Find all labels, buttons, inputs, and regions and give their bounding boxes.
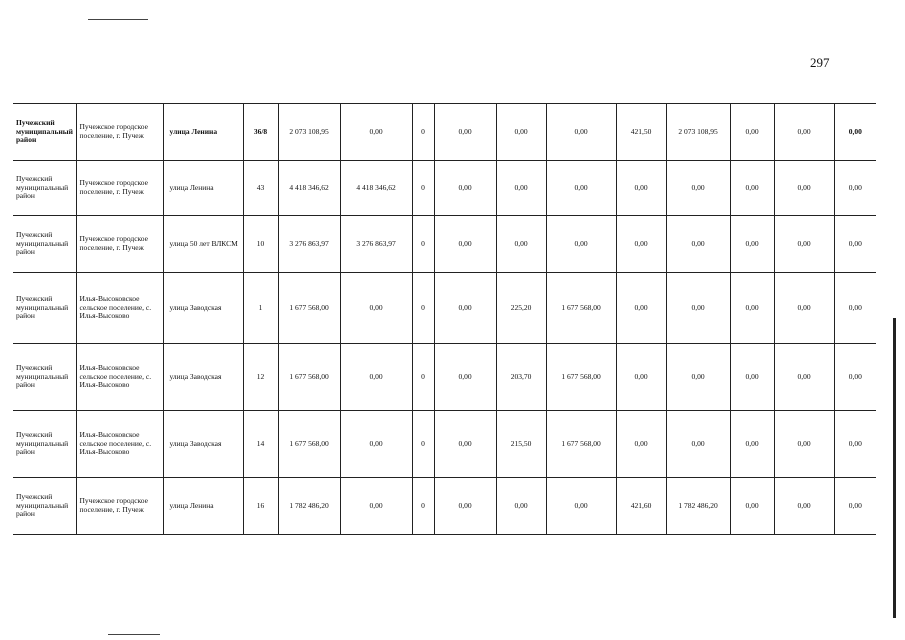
- table-row: [13, 273, 876, 344]
- value-cell: 0,00: [434, 478, 496, 535]
- street-cell: улица Ленина: [163, 104, 243, 161]
- house-number-cell: 12: [243, 344, 278, 411]
- value-cell: 0,00: [434, 344, 496, 411]
- value-cell: 4 418 346,62: [340, 161, 412, 216]
- value-cell: 0,00: [834, 161, 876, 216]
- value-cell: 0,00: [834, 104, 876, 161]
- value-cell: 225,20: [496, 273, 546, 344]
- value-cell: 1 677 568,00: [278, 344, 340, 411]
- house-number-cell: 14: [243, 411, 278, 478]
- value-cell: 1 677 568,00: [546, 411, 616, 478]
- street-cell: улица Заводская: [163, 411, 243, 478]
- value-cell: 0: [412, 161, 434, 216]
- value-cell: 0,00: [834, 344, 876, 411]
- value-cell: 0,00: [340, 104, 412, 161]
- value-cell: 1 782 486,20: [278, 478, 340, 535]
- value-cell: 203,70: [496, 344, 546, 411]
- street-cell: улица Ленина: [163, 478, 243, 535]
- value-cell: 0,00: [340, 411, 412, 478]
- value-cell: 0,00: [774, 273, 834, 344]
- housing-repair-table: [13, 103, 876, 535]
- value-cell: 0,00: [774, 478, 834, 535]
- district-cell: Пучежский муниципальный район: [13, 273, 76, 344]
- value-cell: 421,50: [616, 104, 666, 161]
- district-cell: Пучежский муниципальный район: [13, 104, 76, 161]
- table-row: [13, 104, 876, 161]
- value-cell: 0,00: [340, 478, 412, 535]
- value-cell: 215,50: [496, 411, 546, 478]
- value-cell: 1 677 568,00: [546, 273, 616, 344]
- value-cell: 0,00: [730, 216, 774, 273]
- value-cell: 0,00: [834, 478, 876, 535]
- table-row: [13, 478, 876, 535]
- value-cell: 0,00: [434, 104, 496, 161]
- value-cell: 3 276 863,97: [340, 216, 412, 273]
- value-cell: 0,00: [834, 411, 876, 478]
- house-number-cell: 1: [243, 273, 278, 344]
- settlement-cell: Илья-Высоковское сельское поселение, с. Илья-Высоково: [76, 411, 163, 478]
- value-cell: 0,00: [546, 216, 616, 273]
- value-cell: 0: [412, 273, 434, 344]
- value-cell: 0: [412, 344, 434, 411]
- value-cell: 0,00: [496, 104, 546, 161]
- value-cell: 2 073 108,95: [666, 104, 730, 161]
- value-cell: 0: [412, 411, 434, 478]
- value-cell: 0,00: [774, 104, 834, 161]
- district-cell: Пучежский муниципальный район: [13, 344, 76, 411]
- street-cell: улица Ленина: [163, 161, 243, 216]
- value-cell: 0,00: [666, 273, 730, 344]
- district-cell: Пучежский муниципальный район: [13, 411, 76, 478]
- settlement-cell: Пучежское городское поселение, г. Пучеж: [76, 161, 163, 216]
- value-cell: 0,00: [616, 411, 666, 478]
- value-cell: 0: [412, 104, 434, 161]
- table-row: [13, 411, 876, 478]
- value-cell: 0,00: [616, 216, 666, 273]
- district-cell: Пучежский муниципальный район: [13, 216, 76, 273]
- table-row: [13, 216, 876, 273]
- value-cell: 0,00: [496, 216, 546, 273]
- value-cell: 0,00: [834, 216, 876, 273]
- street-cell: улица Заводская: [163, 344, 243, 411]
- value-cell: 2 073 108,95: [278, 104, 340, 161]
- page-number: 297: [810, 55, 830, 70]
- value-cell: 0,00: [666, 216, 730, 273]
- district-cell: Пучежский муниципальный район: [13, 161, 76, 216]
- value-cell: 0,00: [834, 273, 876, 344]
- house-number-cell: 36/8: [243, 104, 278, 161]
- value-cell: 0,00: [774, 411, 834, 478]
- value-cell: 421,60: [616, 478, 666, 535]
- house-number-cell: 16: [243, 478, 278, 535]
- value-cell: 0,00: [546, 478, 616, 535]
- settlement-cell: Пучежское городское поселение, г. Пучеж: [76, 478, 163, 535]
- value-cell: 0,00: [434, 161, 496, 216]
- value-cell: 0,00: [730, 478, 774, 535]
- settlement-cell: Илья-Высоковское сельское поселение, с. Илья-Высоково: [76, 344, 163, 411]
- value-cell: 3 276 863,97: [278, 216, 340, 273]
- scan-mark-bottom: [108, 634, 160, 635]
- street-cell: улица Заводская: [163, 273, 243, 344]
- value-cell: 0,00: [434, 411, 496, 478]
- value-cell: 0,00: [730, 104, 774, 161]
- value-cell: 0,00: [730, 344, 774, 411]
- table-row: [13, 161, 876, 216]
- value-cell: 0: [412, 478, 434, 535]
- value-cell: 0,00: [616, 273, 666, 344]
- value-cell: 0,00: [730, 411, 774, 478]
- value-cell: 0,00: [666, 161, 730, 216]
- value-cell: 1 677 568,00: [546, 344, 616, 411]
- value-cell: 0,00: [434, 216, 496, 273]
- value-cell: 0,00: [774, 344, 834, 411]
- value-cell: 0,00: [774, 216, 834, 273]
- settlement-cell: Пучежское городское поселение, г. Пучеж: [76, 216, 163, 273]
- value-cell: 0,00: [340, 273, 412, 344]
- house-number-cell: 43: [243, 161, 278, 216]
- settlement-cell: Пучежское городское поселение, г. Пучеж: [76, 104, 163, 161]
- house-number-cell: 10: [243, 216, 278, 273]
- value-cell: 0,00: [730, 161, 774, 216]
- value-cell: 0,00: [434, 273, 496, 344]
- value-cell: 0,00: [666, 411, 730, 478]
- value-cell: 1 677 568,00: [278, 411, 340, 478]
- value-cell: 0,00: [546, 161, 616, 216]
- value-cell: 0,00: [666, 344, 730, 411]
- value-cell: 1 782 486,20: [666, 478, 730, 535]
- value-cell: 0,00: [340, 344, 412, 411]
- value-cell: 0,00: [496, 161, 546, 216]
- value-cell: 0,00: [730, 273, 774, 344]
- value-cell: 0,00: [616, 161, 666, 216]
- street-cell: улица 50 лет ВЛКСМ: [163, 216, 243, 273]
- scan-mark-top: [88, 19, 148, 20]
- value-cell: 0,00: [496, 478, 546, 535]
- value-cell: 0: [412, 216, 434, 273]
- settlement-cell: Илья-Высоковское сельское поселение, с. Илья-Высоково: [76, 273, 163, 344]
- value-cell: 4 418 346,62: [278, 161, 340, 216]
- value-cell: 0,00: [774, 161, 834, 216]
- table-row: [13, 344, 876, 411]
- value-cell: 0,00: [546, 104, 616, 161]
- district-cell: Пучежский муниципальный район: [13, 478, 76, 535]
- value-cell: 0,00: [616, 344, 666, 411]
- value-cell: 1 677 568,00: [278, 273, 340, 344]
- scan-edge-bar: [893, 318, 896, 618]
